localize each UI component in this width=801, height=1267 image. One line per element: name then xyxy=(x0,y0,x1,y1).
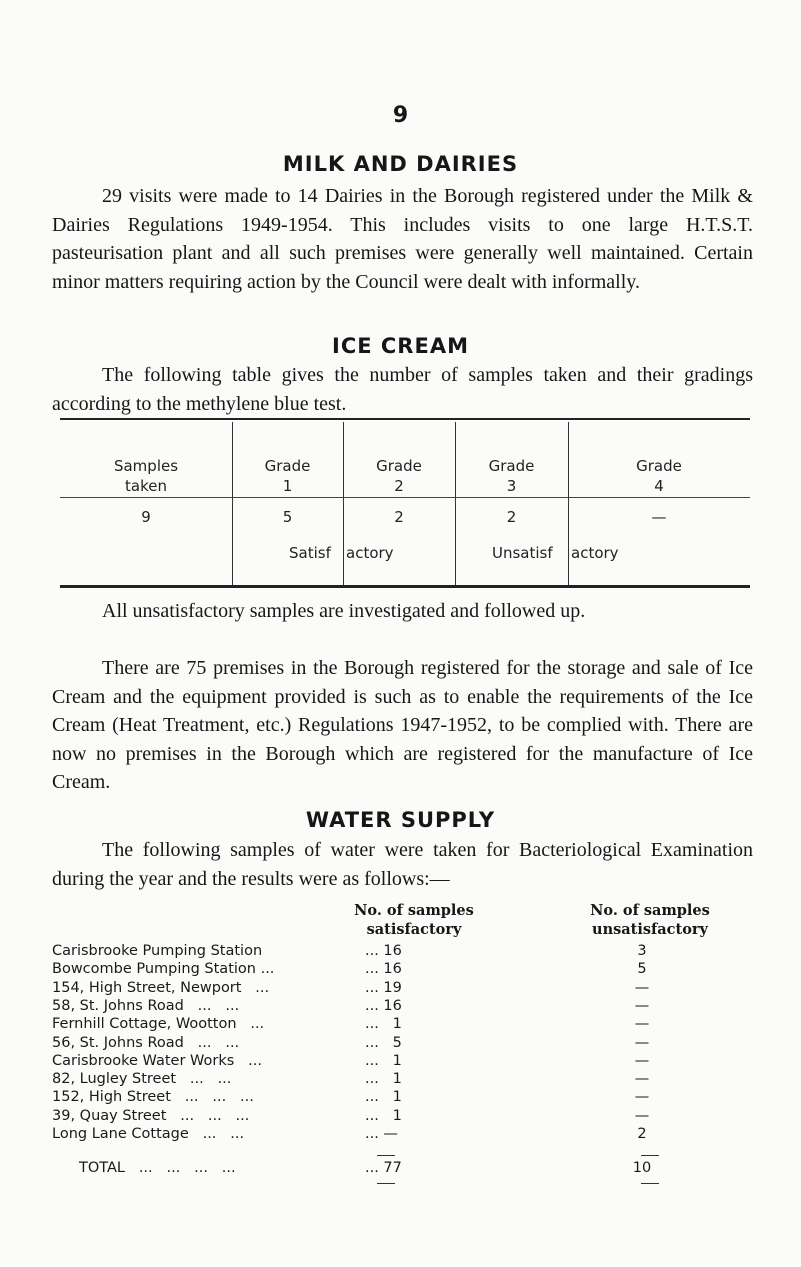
milk-text: 29 visits were made to 14 Dairies in the Borough registered under the Milk & Dairies Regulations 1949-1954. This includes visits to one large H.T.S.T. pasteurisation plant and all such premises were generally well maintained. Certain minor matters requiring action by the Council were dealt with informally. xyxy=(52,185,753,293)
table-header-rule xyxy=(60,497,750,498)
satisfactory-count: ... 16 xyxy=(365,943,402,959)
header-grade-2-line1: Grade xyxy=(376,457,422,475)
unsatisfactory-count: — xyxy=(634,1034,650,1051)
header-grade-3 xyxy=(455,456,568,496)
unsatisfactory-count: — xyxy=(634,979,650,996)
unsatisfactory-count: 2 xyxy=(637,1126,647,1142)
satisfactory-count: ... 1 xyxy=(365,1016,402,1033)
table-divider xyxy=(455,422,456,585)
table-top-rule xyxy=(60,418,750,420)
table-row xyxy=(52,1035,752,1054)
col-satisfactory-line2: satisfactory xyxy=(366,921,462,938)
table-row xyxy=(52,1108,752,1127)
milk-paragraph xyxy=(52,182,753,296)
location-name: 58, St. Johns Road ... ... xyxy=(52,997,240,1014)
unsatisfactory-count: — xyxy=(634,1107,650,1124)
ice-cream-followup-text: All unsatisfactory samples are investigated and followed up. xyxy=(102,600,586,622)
satisfactory-count: ... 16 xyxy=(365,961,402,978)
table-row xyxy=(52,1016,752,1035)
unsatisfactory-count: — xyxy=(634,1089,650,1106)
grading-table xyxy=(60,418,750,588)
total-rule xyxy=(641,1183,659,1184)
ice-cream-paragraph-1 xyxy=(52,597,753,626)
satisfactory-count: ... 1 xyxy=(365,1071,402,1088)
location-name: 39, Quay Street ... ... ... xyxy=(52,1107,250,1124)
col-satisfactory-header xyxy=(314,901,514,939)
location-name: 56, St. Johns Road ... ... xyxy=(52,1034,240,1051)
location-name: 154, High Street, Newport ... xyxy=(52,979,270,996)
satisfactory-count: ... 1 xyxy=(365,1089,402,1106)
table-row xyxy=(52,1089,752,1108)
satisfactory-count: ... 1 xyxy=(365,1052,402,1069)
unsatisfactory-count: 3 xyxy=(637,943,647,959)
table-row xyxy=(52,961,752,980)
header-samples-line1: Samples xyxy=(113,457,179,475)
location-name: Bowcombe Pumping Station ... xyxy=(52,961,275,978)
ice-cream-paragraph-2 xyxy=(52,654,753,797)
header-grade-1 xyxy=(232,456,343,496)
header-grade-4 xyxy=(568,456,750,496)
header-samples xyxy=(60,456,232,496)
header-grade-2-line2: 2 xyxy=(394,477,404,495)
location-name: Carisbrooke Water Works ... xyxy=(52,1052,262,1069)
header-grade-3-line2: 3 xyxy=(506,477,517,495)
table-row xyxy=(52,943,752,962)
total-rule xyxy=(377,1183,395,1184)
header-grade-2 xyxy=(343,456,455,496)
satisfactory-count: ... 16 xyxy=(365,997,402,1014)
note-actory: actory xyxy=(571,544,619,562)
subtotal-rule xyxy=(377,1155,395,1156)
table-divider xyxy=(568,422,569,585)
value-grade-3: 2 xyxy=(506,508,517,526)
unsatisfactory-count: — xyxy=(634,1052,650,1069)
unsatisfactory-count: 5 xyxy=(637,961,647,978)
note-actory: actory xyxy=(346,544,394,562)
col-unsatisfactory-line2: unsatisfactory xyxy=(592,921,708,938)
milk-heading: MILK AND DAIRIES xyxy=(282,152,519,176)
location-name: 152, High Street ... ... ... xyxy=(52,1089,254,1106)
table-divider xyxy=(232,422,233,585)
table-row xyxy=(52,998,752,1017)
header-grade-1-line2: 1 xyxy=(282,477,293,495)
water-intro-text: The following samples of water were taken for Bacteriological Examination during the year and the results were as follows:— xyxy=(52,839,753,890)
total-unsatisfactory: 10 xyxy=(632,1160,652,1176)
location-name: Long Lane Cottage ... ... xyxy=(52,1126,245,1142)
water-heading: WATER SUPPLY xyxy=(305,808,496,832)
satisfactory-count: ... 19 xyxy=(365,979,402,996)
col-unsatisfactory-line1: No. of samples xyxy=(590,902,710,919)
table-row xyxy=(52,980,752,999)
header-grade-3-line1: Grade xyxy=(488,457,535,475)
value-grade-4: — xyxy=(651,508,667,526)
location-name: 82, Lugley Street ... ... xyxy=(52,1071,232,1088)
value-grade-2: 2 xyxy=(394,508,404,526)
value-samples: 9 xyxy=(141,508,151,526)
col-unsatisfactory-header xyxy=(560,901,740,939)
header-grade-4-line2: 4 xyxy=(654,477,664,495)
total-row xyxy=(52,1160,752,1179)
col-satisfactory-line1: No. of samples xyxy=(354,902,474,919)
unsatisfactory-count: — xyxy=(634,1016,650,1033)
ice-cream-intro-text: The following table gives the number of samples taken and their gradings according to the methylene blue test. xyxy=(52,364,753,415)
subtotal-rule xyxy=(641,1155,659,1156)
table-row xyxy=(52,1071,752,1090)
satisfactory-count: ... 5 xyxy=(365,1034,402,1051)
table-bottom-rule xyxy=(60,585,750,588)
unsatisfactory-count: — xyxy=(634,997,650,1014)
note-satisf: Satisf xyxy=(289,544,331,562)
ice-cream-intro xyxy=(52,361,753,418)
location-name: Fernhill Cottage, Wootton ... xyxy=(52,1016,265,1033)
water-intro xyxy=(52,836,753,893)
satisfactory-count: ... — xyxy=(365,1126,398,1142)
table-row xyxy=(52,1053,752,1072)
note-unsatisf: Unsatisf xyxy=(492,544,553,562)
header-samples-line2: taken xyxy=(125,477,167,495)
ice-cream-premises-text: There are 75 premises in the Borough registered for the storage and sale of Ice Cream and the equipment provided is such as to enable the requirements of the Ice Cream (Heat Treatment, etc.) Regulations 1947-1952, to be complied with. There are now no premises in the Borough which are registered for the manufacture of Ice Cream. xyxy=(52,657,753,793)
total-satisfactory: ... 77 xyxy=(365,1160,402,1176)
table-row xyxy=(52,1126,752,1145)
unsatisfactory-count: — xyxy=(634,1071,650,1088)
page-number: 9 xyxy=(392,103,409,128)
table-divider xyxy=(343,422,344,585)
satisfactory-count: ... 1 xyxy=(365,1107,402,1124)
ice-cream-heading: ICE CREAM xyxy=(332,334,469,358)
total-label: TOTAL ... ... ... ... xyxy=(79,1160,236,1176)
value-grade-1: 5 xyxy=(282,508,293,526)
location-name: Carisbrooke Pumping Station xyxy=(52,943,263,959)
header-grade-4-line1: Grade xyxy=(636,457,682,475)
header-grade-1-line1: Grade xyxy=(264,457,311,475)
